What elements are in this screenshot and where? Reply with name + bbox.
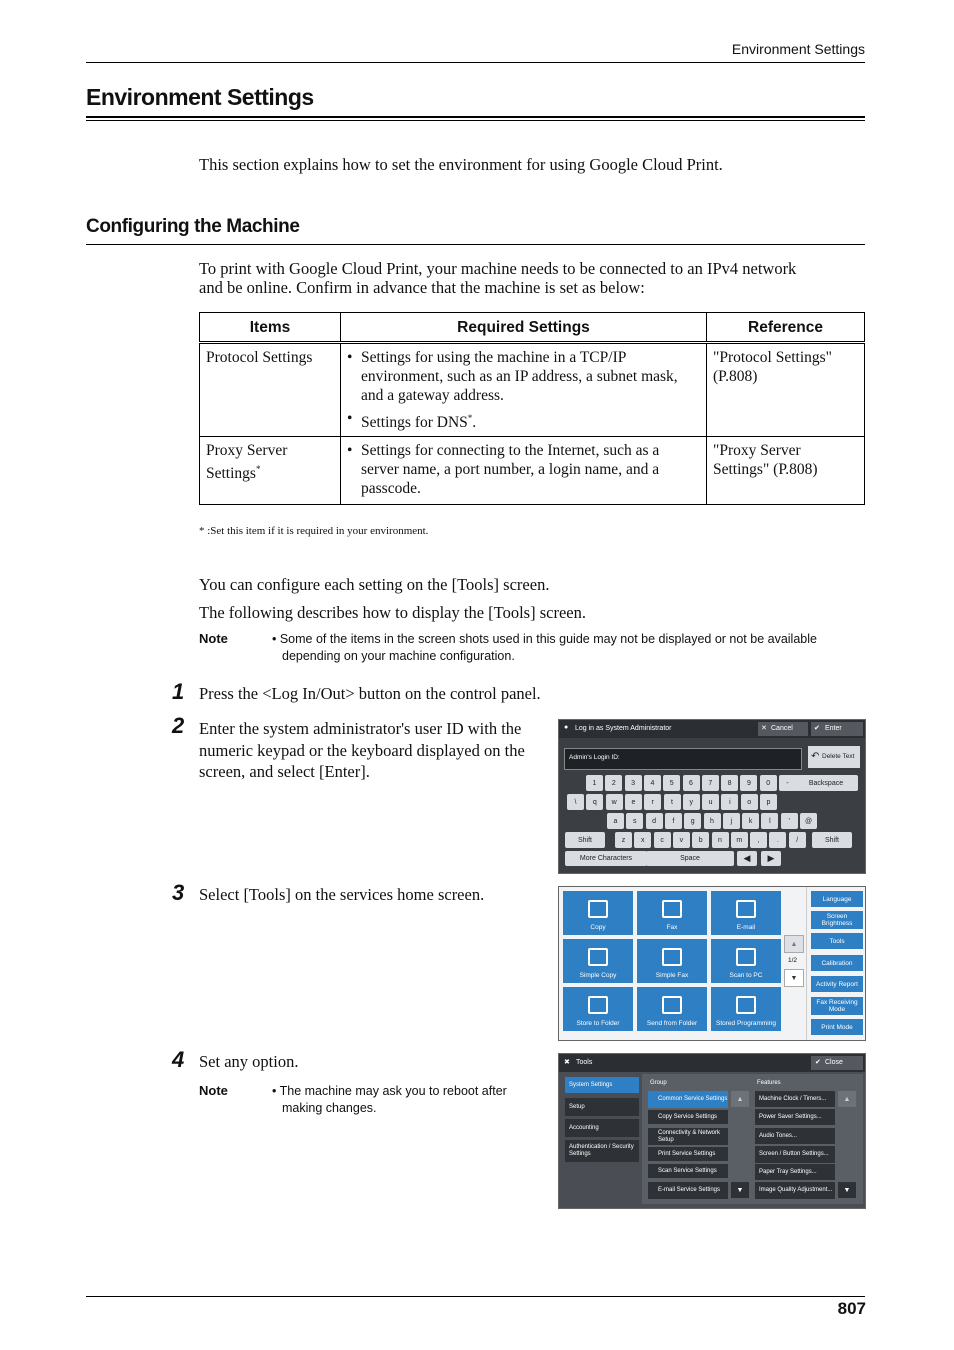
keyboard-key[interactable]: v (673, 832, 690, 848)
group-header: Group (650, 1080, 667, 1086)
keyboard-key[interactable]: 3 (625, 775, 642, 791)
step-number: 1 (172, 679, 185, 704)
backspace-key[interactable]: Backspace (794, 775, 858, 791)
keyboard-key[interactable]: 4 (644, 775, 661, 791)
keyboard-key[interactable]: s (626, 813, 643, 829)
keyboard-key[interactable]: , (750, 832, 767, 848)
keyboard-key[interactable]: 8 (721, 775, 738, 791)
keyboard-key[interactable]: d (646, 813, 663, 829)
login-id-label: Admin's Login ID: (569, 754, 620, 761)
tools-screenshot (558, 1053, 866, 1209)
email-tile[interactable]: E-mail (711, 891, 781, 935)
cell-settings: • Settings for connecting to the Internet, such as a server name, a port number, a login name, and a passcode. (341, 437, 707, 505)
note-label: Note (199, 1083, 228, 1098)
step-text: Press the <Log In/Out> button on the control panel. (199, 684, 541, 703)
keyboard-key[interactable]: i (721, 794, 738, 810)
keyboard-key[interactable]: ' (781, 813, 798, 829)
authentication-security-tab[interactable]: Authentication / Security Settings (565, 1140, 639, 1162)
tools-title: Tools (576, 1059, 593, 1066)
header-rule (86, 62, 865, 63)
group-item[interactable]: Connectivity & Network Setup (648, 1128, 728, 1145)
subsection-rule (86, 244, 865, 245)
note-label: Note (199, 631, 228, 646)
system-settings-tab[interactable]: System Settings (565, 1077, 639, 1093)
group-scroll-up-icon[interactable]: ▲ (731, 1091, 749, 1107)
language-button[interactable]: Language (811, 891, 863, 907)
note-text: • Some of the items in the screen shots used in this guide may not be displayed or not be available depending on your machine configuration. (272, 632, 817, 663)
feature-item[interactable]: Machine Clock / Timers... (755, 1091, 835, 1107)
keyboard-key[interactable]: p (760, 794, 777, 810)
keyboard-key[interactable]: b (692, 832, 709, 848)
right-arrow-key[interactable]: ▶ (761, 851, 781, 866)
keyboard-key[interactable]: @ (800, 813, 817, 829)
close-label: Close (825, 1059, 843, 1066)
simple-copy-icon (588, 948, 608, 966)
print-mode-button[interactable]: Print Mode (811, 1019, 863, 1035)
tools-icon: ✖ (564, 1059, 570, 1066)
simple-copy-tile[interactable]: Simple Copy (563, 939, 633, 983)
send-from-folder-tile[interactable]: Send from Folder (637, 987, 707, 1031)
keyboard-key[interactable]: m (731, 832, 748, 848)
cell-settings: • Settings for using the machine in a TCP/IP environment, such as an IP address, a subnet mask, and a gateway address. • Settings for DNS*. (341, 343, 707, 437)
delete-text-label: Delete Text (822, 753, 855, 760)
feature-item[interactable]: Audio Tones... (755, 1128, 835, 1144)
shift-key-left[interactable]: Shift (565, 832, 605, 848)
space-key[interactable]: Space (646, 851, 734, 866)
keyboard-key[interactable]: 6 (683, 775, 700, 791)
keyboard-key[interactable]: l (761, 813, 778, 829)
features-scroll-up-icon[interactable]: ▲ (838, 1091, 856, 1107)
section-intro: This section explains how to set the environment for using Google Cloud Print. (199, 155, 723, 174)
step-text: Set any option. (199, 1052, 299, 1071)
store-to-folder-tile[interactable]: Store to Folder (563, 987, 633, 1031)
more-characters-key[interactable]: More Characters (565, 851, 647, 866)
subsection-intro-2: and be online. Confirm in advance that the machine is set as below: (199, 278, 645, 297)
fax-receiving-mode-button[interactable]: Fax Receiving Mode (811, 997, 863, 1015)
keyboard-key[interactable]: h (704, 813, 721, 829)
note-text: • The machine may ask you to reboot after making changes. (272, 1084, 507, 1115)
email-icon (736, 900, 756, 918)
keyboard-key[interactable]: z (615, 832, 632, 848)
keyboard-key[interactable]: / (789, 832, 806, 848)
cancel-label: Cancel (771, 725, 793, 732)
subsection-intro-1: To print with Google Cloud Print, your machine needs to be connected to an IPv4 network (199, 259, 797, 278)
tools-button[interactable]: Tools (811, 933, 863, 949)
cell-reference: "Protocol Settings" (P.808) (707, 343, 865, 437)
folder-icon (588, 996, 608, 1014)
keyboard-key[interactable]: j (723, 813, 740, 829)
group-scroll-down-icon[interactable]: ▼ (731, 1182, 749, 1198)
keyboard-key[interactable]: n (712, 832, 729, 848)
keyboard-key[interactable]: y (683, 794, 700, 810)
page-indicator: 1/2 (788, 957, 798, 964)
page-number: 807 (837, 1299, 866, 1318)
check-icon: ✔ (814, 725, 820, 732)
step-text: Select [Tools] on the services home screen. (199, 885, 485, 904)
stored-programming-tile[interactable]: Stored Programming (711, 987, 781, 1031)
group-item[interactable]: Print Service Settings (648, 1147, 728, 1161)
keyboard-key[interactable]: 7 (702, 775, 719, 791)
keyboard-key[interactable]: g (684, 813, 701, 829)
requirements-table (199, 312, 865, 505)
keyboard-key[interactable]: 1 (586, 775, 603, 791)
col-header-items: Items (200, 313, 341, 343)
shift-key-right[interactable]: Shift (812, 832, 852, 848)
left-arrow-key[interactable]: ◀ (737, 851, 757, 866)
group-item[interactable]: Common Service Settings (648, 1091, 728, 1108)
footer-rule (86, 1296, 865, 1297)
keyboard-key[interactable]: o (741, 794, 758, 810)
check-icon: ✔ (815, 1059, 821, 1066)
calibration-button[interactable]: Calibration (811, 955, 863, 971)
cell-item: Protocol Settings (200, 343, 341, 437)
keyboard-key[interactable]: w (606, 794, 623, 810)
keyboard-key[interactable]: - (779, 775, 796, 791)
features-header: Features (757, 1080, 781, 1086)
col-header-required: Required Settings (341, 313, 707, 343)
copy-tile[interactable]: Copy (563, 891, 633, 935)
keyboard-key[interactable]: \ (567, 794, 584, 810)
simple-fax-icon (662, 948, 682, 966)
scan-to-pc-tile[interactable]: Scan to PC (711, 939, 781, 983)
send-folder-icon (662, 996, 682, 1014)
para-following: The following describes how to display the [Tools] screen. (199, 603, 586, 622)
scroll-down-icon[interactable]: ▼ (784, 969, 804, 987)
stored-programming-icon (736, 996, 756, 1014)
screen-brightness-button[interactable]: Screen Brightness (811, 911, 863, 929)
section-rule-thin (86, 120, 865, 121)
feature-item[interactable]: Screen / Button Settings... (755, 1146, 835, 1163)
group-item[interactable]: E-mail Service Settings (648, 1182, 728, 1199)
step-number: 3 (172, 880, 185, 905)
keyboard-key[interactable]: q (586, 794, 603, 810)
running-header: Environment Settings (731, 41, 865, 57)
cell-item: Proxy Server Settings* (200, 437, 341, 505)
keyboard-key[interactable]: 5 (663, 775, 680, 791)
subsection-title: Configuring the Machine (86, 216, 300, 237)
activity-report-button[interactable]: Activity Report (811, 976, 863, 992)
simple-fax-tile[interactable]: Simple Fax (637, 939, 707, 983)
copy-icon (588, 900, 608, 918)
keyboard-key[interactable]: a (607, 813, 624, 829)
table-row (200, 343, 865, 437)
table-footnote: * :Set this item if it is required in your environment. (199, 525, 429, 537)
keyboard-key[interactable]: 0 (760, 775, 777, 791)
scan-to-pc-icon (736, 948, 756, 966)
step-text: Enter the system administrator's user ID with the numeric keypad or the keyboard displayed on the screen, and select [Enter]. (199, 719, 525, 781)
feature-item[interactable]: Paper Tray Settings... (755, 1164, 835, 1180)
enter-label: Enter (825, 725, 842, 732)
keyboard-key[interactable]: 9 (740, 775, 757, 791)
undo-icon: ↶ (811, 751, 820, 762)
keyboard-key[interactable]: e (625, 794, 642, 810)
keyboard-key[interactable]: k (742, 813, 759, 829)
col-header-reference: Reference (707, 313, 865, 343)
feature-item[interactable]: Power Saver Settings... (755, 1109, 835, 1125)
accounting-tab[interactable]: Accounting (565, 1119, 639, 1137)
step-number: 2 (172, 713, 185, 738)
keyboard-key[interactable]: t (664, 794, 681, 810)
keyboard-key[interactable]: r (644, 794, 661, 810)
keyboard-key[interactable]: x (634, 832, 651, 848)
step-number: 4 (172, 1047, 185, 1072)
keyboard-key[interactable]: . (769, 832, 786, 848)
setup-tab[interactable]: Setup (565, 1098, 639, 1116)
keyboard-key[interactable]: f (665, 813, 682, 829)
keyboard-key[interactable]: 2 (605, 775, 622, 791)
group-item[interactable]: Copy Service Settings (648, 1110, 728, 1124)
table-row (200, 437, 865, 505)
user-icon: ● (564, 724, 569, 731)
cell-reference: "Proxy Server Settings" (P.808) (707, 437, 865, 505)
keyboard-key[interactable]: u (702, 794, 719, 810)
group-item[interactable]: Scan Service Settings (648, 1164, 728, 1178)
features-scroll-down-icon[interactable]: ▼ (838, 1182, 856, 1198)
section-title: Environment Settings (86, 84, 314, 110)
feature-item[interactable]: Image Quality Adjustment... (755, 1182, 835, 1199)
home-screenshot (558, 886, 866, 1041)
login-title: Log in as System Administrator (575, 725, 672, 732)
para-tools-screen: You can configure each setting on the [Tools] screen. (199, 575, 550, 594)
login-screenshot (558, 719, 866, 874)
scroll-up-icon[interactable]: ▲ (784, 935, 804, 953)
section-rule-thick (86, 116, 865, 118)
fax-tile[interactable]: Fax (637, 891, 707, 935)
keyboard-key[interactable]: c (654, 832, 671, 848)
close-icon: ✕ (761, 725, 767, 732)
fax-icon (662, 900, 682, 918)
